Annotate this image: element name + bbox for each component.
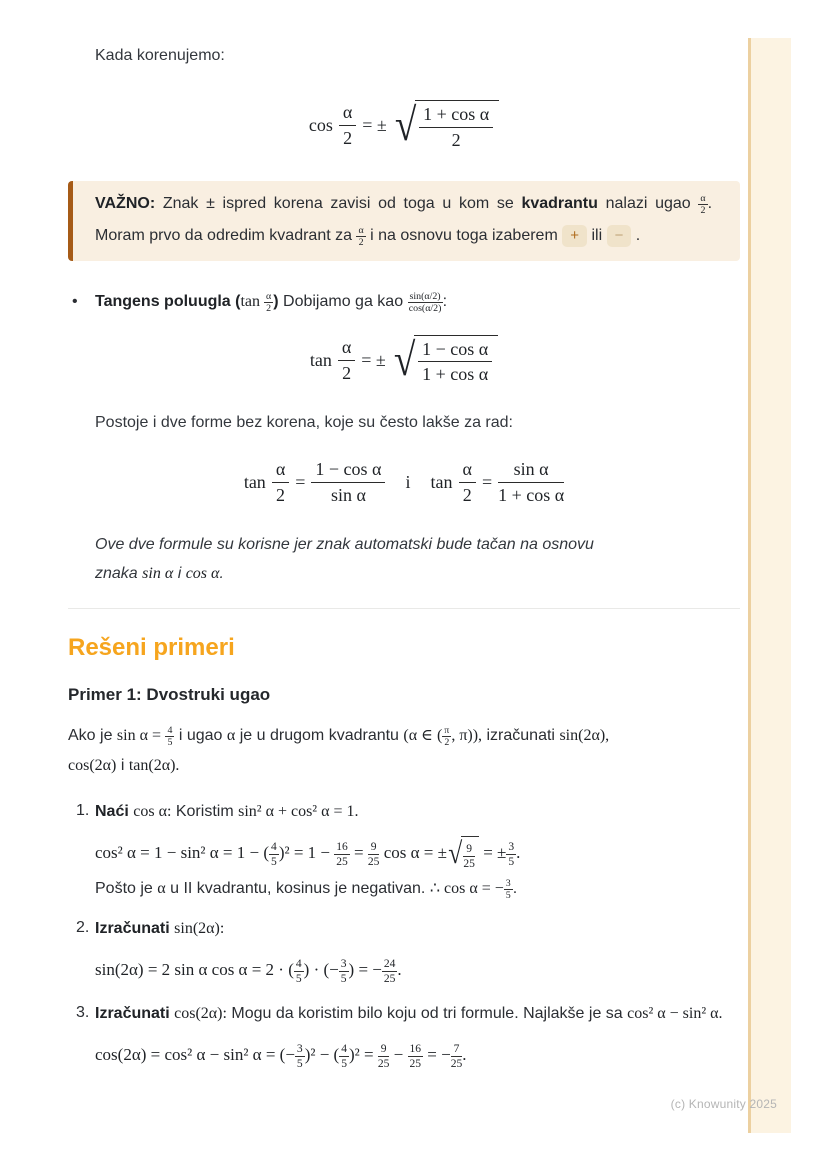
minus-sign-chip: − [607,225,632,247]
radical-icon: √ [448,836,463,870]
fraction: $\frac{\alpha}{2}$ [272,459,289,505]
formula-tan-two-forms: tan $\frac{\alpha}{2}$ = $\frac{\text{1 − cos α}}{\text{sin α}}$ i tan $\frac{\alpha}{2}$ = $\frac{\text{sin α}}{\text{1 + cos α}}$ [243,459,565,506]
example-intro [68,721,740,781]
step-3-equation: cos(2α) = cos² α − sin² α = (− $\frac{3}{5}$ )² − ( $\frac{4}{5}$ )² = $\frac{9}{25}$ − $\frac{16}{25}$ = − $\frac{7}{25}$ . [95,1042,467,1070]
square-root [392,335,498,386]
watermark: (c) Knowunity 2025 [670,1097,777,1111]
step-1-heading: Naći cos α: Koristim sin² α + cos² α = 1. [95,802,359,820]
fraction: $\frac{\alpha}{2}$ [459,459,476,505]
intro-line: Kada korenujemo: [95,47,225,64]
bullet-text: Tangens poluugla (tan $\frac{\alpha}{2}$ ) Dobijamo ga kao $\frac{\sin(\alpha/2)}{\cos(\alpha/2)}$ : [95,290,448,315]
step-1 [76,799,740,902]
note-line-1: Ove dve formule su korisne jer znak automatski bude tačan na osnovu [95,535,594,553]
step-3-heading: Izračunati cos(2α): Mogu da koristim bilo koju od tri formule. Najlakše je sa cos² α − sin² α. [95,1004,723,1022]
equals-plus-minus: = ± [362,114,387,135]
fraction-alpha-over-2: $\frac{\alpha}{2}$ [358,224,364,249]
bullet-icon: • [72,292,78,310]
page-edge-strip [748,38,791,1133]
fraction-pi-2: $\frac{\pi}{2}$ [444,724,450,749]
radical-icon: √ [394,99,417,151]
equals-plus-minus: = ± [361,349,386,370]
fraction-alpha-over-2: $\frac{\alpha}{2}$ [700,192,706,217]
step-number: 1. [76,801,90,819]
step-1-equation: cos² α = 1 − sin² α = 1 − ( $\frac{4}{5}$ )² = 1 − $\frac{16}{25}$ = $\frac{9}{25}$ cos α = ± √ $\frac{9}{25}$ = ± $\frac{3}{5}$ . [95,836,521,870]
fraction-sin-cos-half: $\frac{\sin(\alpha/2)}{\cos(\alpha/2)}$ [408,290,442,315]
callout-label: VAŽNO: [95,194,156,212]
formula-tan-half-angle [68,335,740,386]
section-divider [68,608,740,609]
solution-steps [76,799,740,1072]
step-number: 3. [76,1003,90,1021]
example-intro-line-1: Ako je sin α = $\frac{4}{5}$ i ugao α je u drugom kvadrantu (α ∈ ( $\frac{\pi}{2}$ , π)), izračunati sin(2α), [68,724,610,749]
fraction: $\frac{\alpha}{2}$ [338,337,355,383]
fraction: $\frac{\text{sin α}}{\text{1 + cos α}}$ [498,459,565,506]
step-number: 2. [76,918,90,936]
example-title: Primer 1: Dvostruki ugao [68,684,271,704]
math-function: cos [308,114,333,135]
important-callout: VAŽNO: Znak ± ispred korena zavisi od toga u kom se kvadrantu nalazi ugao $\frac{\alpha}{2}$ . Moram prvo da odredim kvadrant za $\frac{\alpha}{2}$ i na osnovu toga izaberem + ili − . [68,181,740,261]
step-2-equation: sin(2α) = 2 sin α cos α = 2 · ( $\frac{4}{5}$ ) · (− $\frac{3}{5}$ ) = − $\frac{24}{25}$ . [95,957,402,985]
step-2-heading: Izračunati sin(2α): [95,919,225,937]
forms-intro-line: Postoje i dve forme bez korena, koje su često lakše za rad: [95,414,513,432]
formula-cos-half-angle [68,100,740,151]
radicand: $\frac{\text{1 + cos α}}{2}$ [415,100,499,151]
separator-i: i [405,472,411,493]
section-heading: Rešeni primeri [68,633,235,661]
radical-icon: √ [393,334,416,386]
document-content [68,0,740,1086]
callout-text: Znak ± ispred korena zavisi od toga u kom se [162,194,514,212]
fraction-4-5: $\frac{4}{5}$ [167,724,173,749]
plus-sign-chip: + [562,225,587,247]
step-1-note: Pošto je α u II kvadrantu, kosinus je negativan. ∴ cos α = − $\frac{3}{5}$ . [95,877,518,902]
bullet-item-tangens-poluugla [72,287,740,317]
math-function: tan [309,349,332,370]
fraction-alpha-over-2: $\frac{\alpha}{2}$ [266,290,272,315]
square-root [393,100,499,151]
step-2 [76,916,740,987]
inline-square-root: √ $\frac{9}{25}$ [447,836,479,872]
italic-note [95,530,740,588]
example-intro-line-2: cos(2α) i tan(2α). [68,756,180,774]
fraction: $\frac{\text{1 − cos α}}{\text{sin α}}$ [311,459,385,505]
step-3 [76,1001,740,1072]
callout-bold: kvadrantu [521,194,598,212]
note-line-2: znaka sin α i cos α. [95,564,224,582]
fraction: $\frac{\alpha}{2}$ [339,102,356,148]
radicand: $\frac{\text{1 − cos α}}{\text{1 + cos α}}$ [414,335,498,386]
